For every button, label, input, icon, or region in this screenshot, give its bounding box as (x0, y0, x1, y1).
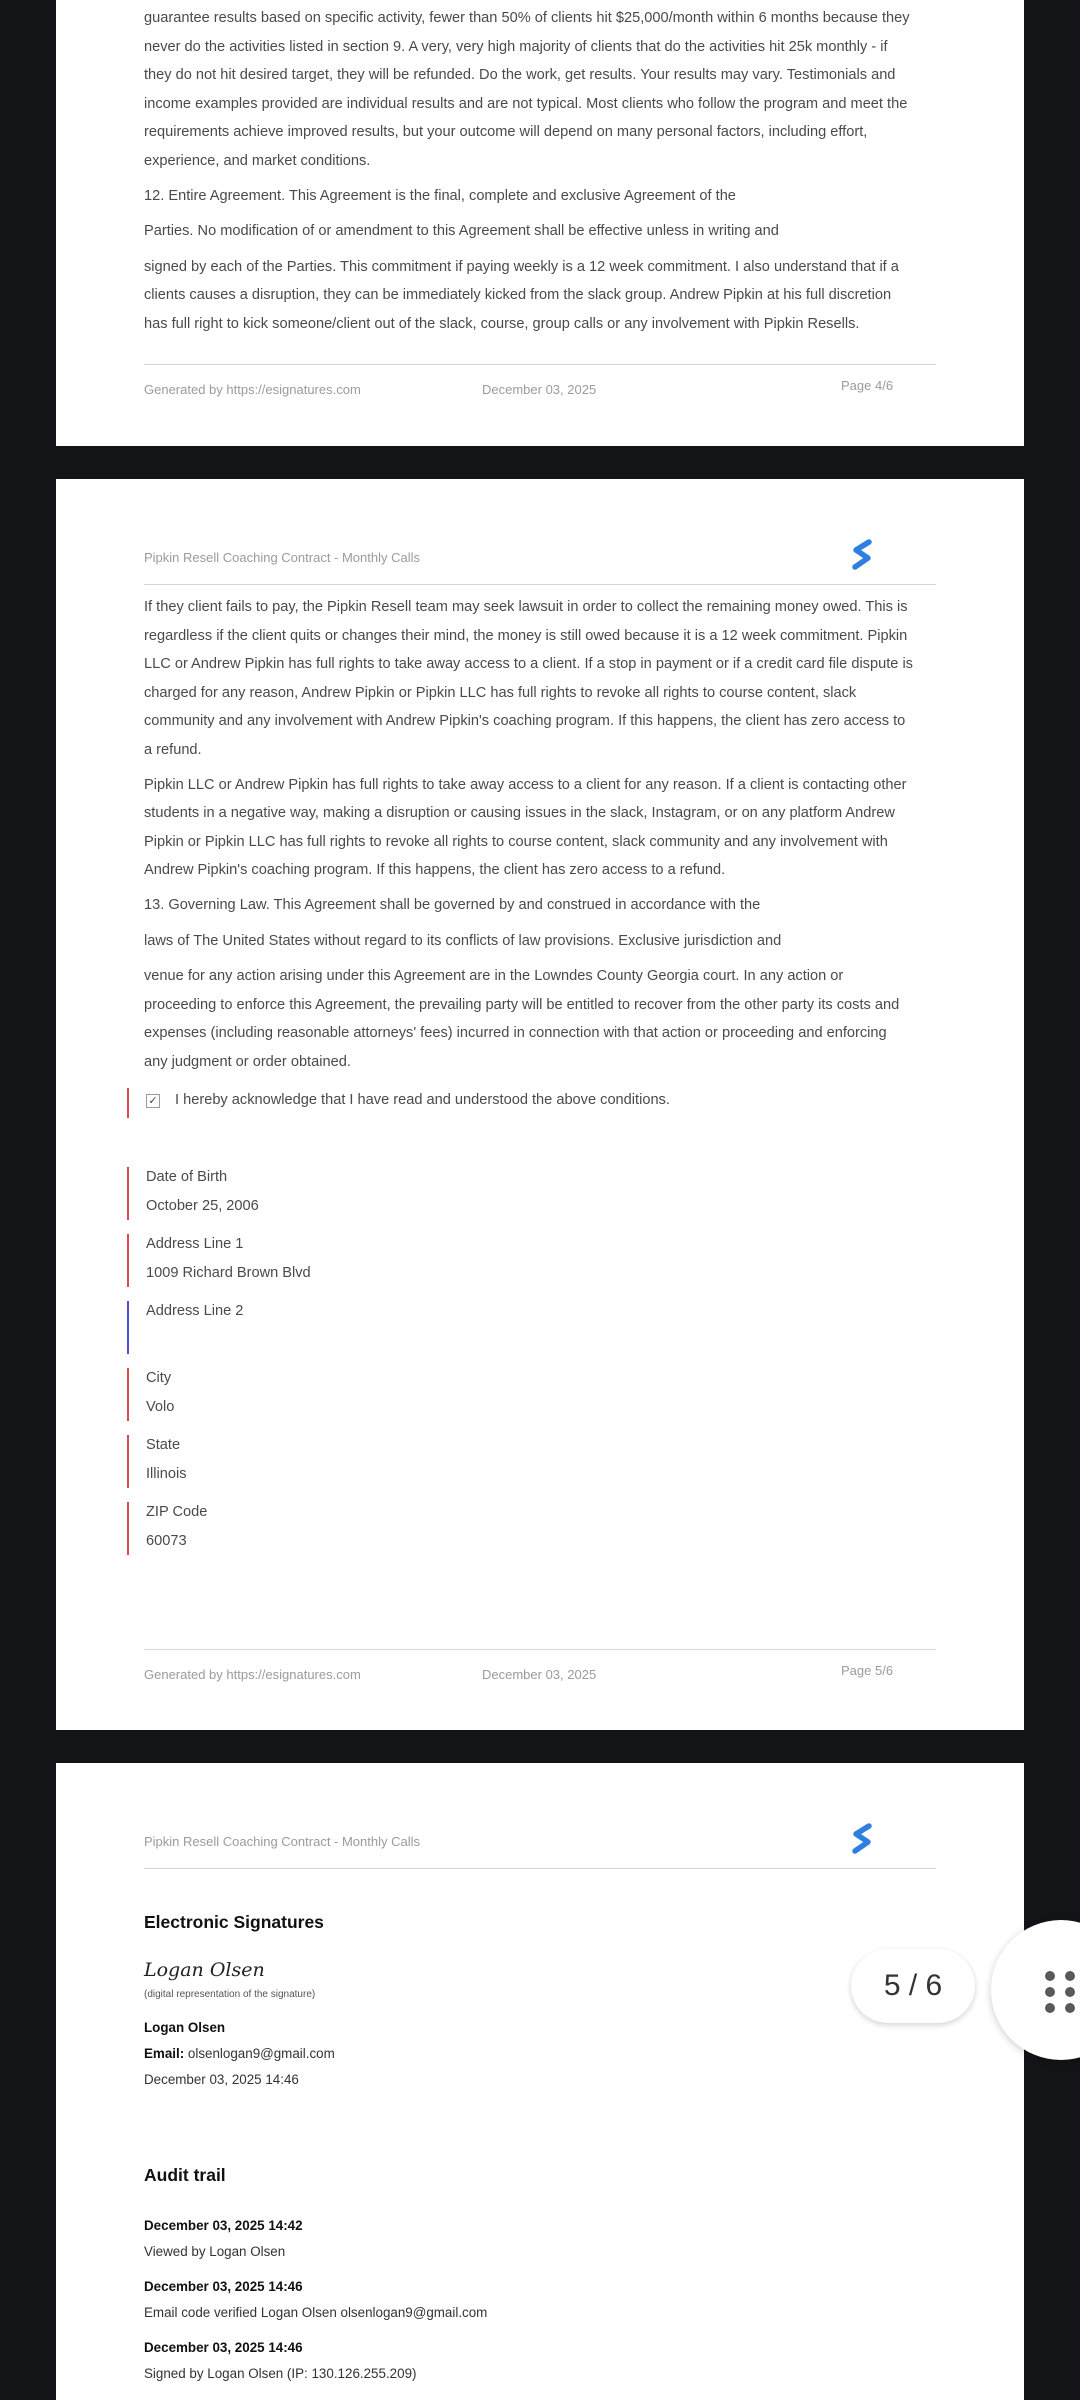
payment-paragraph: If they client fails to pay, the Pipkin Resell team may seek lawsuit in order to collect the remaining money owed. This is regardless if the client quits or changes their mind, the money is still owed because it is a 12 week commitment. Pipkin LLC or Andrew Pipkin has full rights to take away access to a client. If a stop in payment or if a credit card file dispute is charged for any reason, Andrew Pipkin or Pipkin LLC has full rights to revoke all rights to course content, slack community and any involvement with Andrew Pipkin's coaching program. If this happens, the client has zero access to a refund. (144, 599, 913, 758)
access-paragraph: Pipkin LLC or Andrew Pipkin has full rights to take away access to a client for any reason. If a client is contacting other students in a negative way, making a disruption or causing issues in the slack, Instagram, or on any platform Andrew Pipkin or Pipkin LLC has full rights to revoke all rights to course content, slack community and any involvement with Andrew Pipkin's coaching program. If this happens, the client has zero access to a refund. (144, 776, 907, 879)
field-value[interactable]: 1009 Richard Brown Blvd (146, 1265, 311, 1281)
audit-entry-event: Signed by Logan Olsen (IP: 130.126.255.209) (144, 2366, 417, 2381)
signer-name: Logan Olsen (144, 2020, 226, 2035)
section13-rest: venue for any action arising under this Agreement are in the Lowndes County Georgia court. In any action or proceeding to enforce this Agreement, the prevailing party will be entitled to recover from the other party its costs and expenses (including reasonable attorneys' fees) incurred in connection with that action or proceeding and enforcing any judgment or order obtained. (144, 968, 900, 1070)
signed-at: December 03, 2025 14:46 (144, 2072, 299, 2087)
field-label: Address Line 2 (146, 1303, 244, 1319)
header-document-title: Pipkin Resell Coaching Contract - Monthly Calls (144, 1834, 421, 1849)
address-line-1-field[interactable] (127, 1234, 529, 1287)
page-indicator[interactable]: 5 / 6 (851, 1949, 975, 2023)
audit-trail-heading: Audit trail (144, 2165, 226, 2185)
acknowledgement-checkbox[interactable]: ✓ (146, 1094, 160, 1108)
address-line-2-field[interactable] (127, 1301, 529, 1354)
page5-body (144, 593, 936, 1077)
field-label: Date of Birth (146, 1169, 228, 1185)
document-page-5 (56, 479, 1024, 1730)
section12-rest: signed by each of the Parties. This commitment if paying weekly is a 12 week commitment. I also understand that if a clients causes a disruption, they can be immediately kicked from the slack group. Andrew Pipkin at his full discretion has full right to kick someone/client out of the slack, course, group calls or any involvement with Pipkin Resells. (144, 258, 899, 332)
esignatures-logo-icon (847, 538, 877, 572)
section12-line1: 12. Entire Agreement. This Agreement is the final, complete and exclusive Agreement of the (144, 187, 736, 204)
field-label: City (146, 1370, 172, 1386)
field-label: State (146, 1437, 181, 1453)
field-label: ZIP Code (146, 1504, 208, 1520)
page4-footer (144, 364, 936, 397)
grid-dots-menu-icon (1044, 1970, 1078, 2014)
field-value[interactable]: October 25, 2006 (146, 1198, 259, 1214)
audit-entry-event: Viewed by Logan Olsen (144, 2244, 286, 2259)
page-header (144, 1822, 936, 1869)
section12-line2: Parties. No modification of or amendment to this Agreement shall be effective unless in writing and (144, 223, 779, 240)
date-of-birth-field[interactable] (127, 1167, 529, 1220)
field-label: Address Line 1 (146, 1236, 244, 1252)
signature-caption: (digital representation of the signature) (144, 1989, 316, 2000)
zip-code-field[interactable] (127, 1502, 529, 1555)
field-value[interactable]: Volo (146, 1399, 175, 1415)
field-value[interactable]: 60073 (146, 1533, 187, 1549)
signer-email: Email: olsenlogan9@gmail.com (144, 2046, 335, 2061)
footer-generated-by: Generated by https://esignatures.com (144, 382, 361, 397)
header-document-title: Pipkin Resell Coaching Contract - Monthly Calls (144, 550, 421, 565)
section13-line1: 13. Governing Law. This Agreement shall be governed by and construed in accordance with the (144, 896, 761, 913)
esignatures-logo-icon (847, 1822, 877, 1856)
audit-entry-time: December 03, 2025 14:46 (144, 2340, 303, 2355)
acknowledgement-label: I hereby acknowledge that I have read and understood the above conditions. (175, 1092, 670, 1108)
footer-date: December 03, 2025 (482, 382, 597, 397)
footer-date: December 03, 2025 (482, 1667, 597, 1682)
section13-line2: laws of The United States without regard to its conflicts of law provisions. Exclusive jurisdiction and (144, 932, 782, 949)
signature-image: Logan Olsen (144, 1959, 265, 1981)
page5-footer (144, 1649, 936, 1682)
page-header (144, 538, 936, 585)
field-value[interactable]: Illinois (146, 1466, 187, 1482)
page4-body (144, 4, 936, 339)
audit-entry-time: December 03, 2025 14:42 (144, 2218, 303, 2233)
electronic-signatures-heading: Electronic Signatures (144, 1912, 324, 1932)
audit-entry-event: Email code verified Logan Olsen olsenlogan9@gmail.com (144, 2305, 488, 2320)
footer-page-number: Page 4/6 (841, 378, 894, 393)
section11-tail: guarantee results based on specific activity, fewer than 50% of clients hit $25,000/month within 6 months because they never do the activities listed in section 9. A very, very high majority of clients that do the activities hit 25k monthly - if they do not hit desired target, they will be refunded. Do the work, get results. Your results may vary. Testimonials and income examples provided are individual results and are not typical. Most clients who follow the program and meet the requirements achieve improved results, but your outcome will depend on many personal factors, including effort, experience, and market conditions. (144, 10, 910, 169)
footer-generated-by: Generated by https://esignatures.com (144, 1667, 361, 1682)
footer-page-number: Page 5/6 (841, 1663, 894, 1678)
city-field[interactable] (127, 1368, 529, 1421)
document-page-4 (56, 0, 1024, 446)
acknowledgement-row[interactable] (127, 1088, 749, 1118)
audit-entry-time: December 03, 2025 14:46 (144, 2279, 303, 2294)
state-field[interactable] (127, 1435, 529, 1488)
document-page-6 (56, 1763, 1024, 2400)
